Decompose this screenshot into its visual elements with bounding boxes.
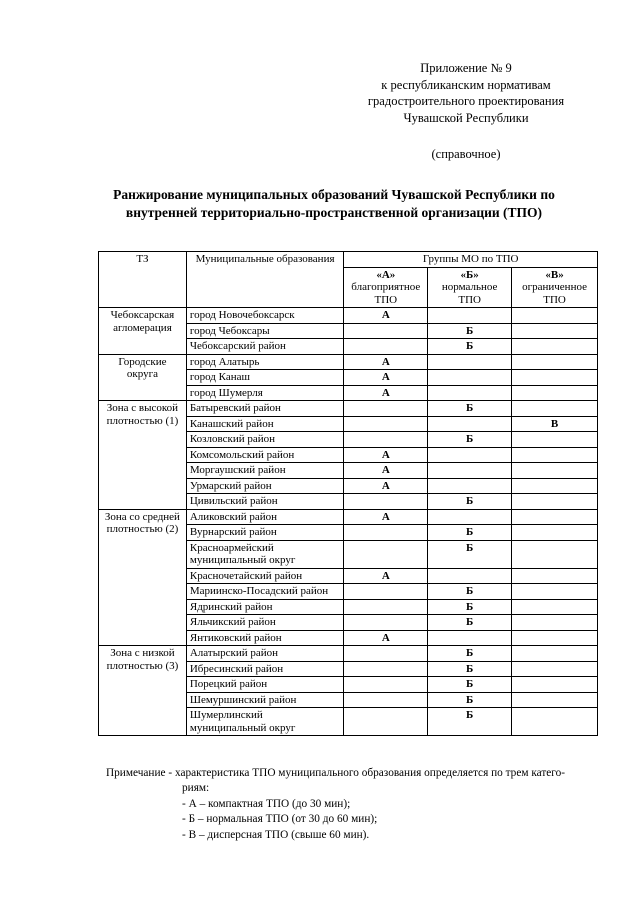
header-mo: Муниципальные образования xyxy=(186,252,343,308)
group-c-cell xyxy=(512,646,598,662)
group-b-cell xyxy=(428,478,512,494)
municipality-name: Козловский район xyxy=(186,432,343,448)
municipality-name: Урмарский район xyxy=(186,478,343,494)
municipality-name: Цивильский район xyxy=(186,494,343,510)
group-b-cell: Б xyxy=(428,661,512,677)
group-a-cell xyxy=(344,584,428,600)
group-c-cell xyxy=(512,401,598,417)
municipality-name: Комсомольский район xyxy=(186,447,343,463)
group-a-cell xyxy=(344,525,428,541)
group-a-cell: А xyxy=(344,478,428,494)
note-item-a: - А – компактная ТПО (до 30 мин); xyxy=(182,797,351,810)
group-b-cell: Б xyxy=(428,692,512,708)
group-b-cell xyxy=(428,463,512,479)
group-b-cell: Б xyxy=(428,599,512,615)
group-b-cell xyxy=(428,447,512,463)
group-b-cell: Б xyxy=(428,677,512,693)
group-a-cell: А xyxy=(344,568,428,584)
group-c-cell xyxy=(512,463,598,479)
group-a-cell xyxy=(344,323,428,339)
appendix-header xyxy=(346,60,586,163)
municipality-name: Мариинско-Посадский район xyxy=(186,584,343,600)
group-a-cell: А xyxy=(344,630,428,646)
zone-name: Городские округа xyxy=(99,354,187,401)
municipality-name: город Алатырь xyxy=(186,354,343,370)
group-a-cell xyxy=(344,615,428,631)
group-a-code: «А» xyxy=(376,268,396,281)
municipality-name: Янтиковский район xyxy=(186,630,343,646)
group-c-cell xyxy=(512,708,598,736)
group-c-cell xyxy=(512,615,598,631)
group-c-cell xyxy=(512,677,598,693)
table-row xyxy=(99,308,598,324)
table-row xyxy=(99,646,598,662)
title-line-1: Ранжирование муниципальных образований Чувашской Республики по xyxy=(113,187,555,202)
group-c-cell xyxy=(512,308,598,324)
header-group-a xyxy=(344,267,428,308)
group-a-cell: А xyxy=(344,447,428,463)
group-a-cell xyxy=(344,540,428,568)
group-b-cell xyxy=(428,370,512,386)
zone-name: Чебоксарская агломерация xyxy=(99,308,187,355)
municipality-name: Ядринский район xyxy=(186,599,343,615)
municipality-name: Шумерлинский муниципальный округ xyxy=(186,708,343,736)
group-c-cell xyxy=(512,540,598,568)
municipality-name: Ибресинский район xyxy=(186,661,343,677)
title-line-2: внутренней территориально-пространственной организации (ТПО) xyxy=(125,205,543,220)
group-a-cell xyxy=(344,708,428,736)
municipality-name: Алатырский район xyxy=(186,646,343,662)
group-c-cell xyxy=(512,494,598,510)
group-a-cell xyxy=(344,646,428,662)
group-b-cell xyxy=(428,630,512,646)
group-c-cell xyxy=(512,354,598,370)
group-b-cell xyxy=(428,354,512,370)
group-a-cell: А xyxy=(344,509,428,525)
group-a-cell xyxy=(344,692,428,708)
group-b-cell: Б xyxy=(428,339,512,355)
note-item-c: - В – дисперсная ТПО (свыше 60 мин). xyxy=(182,828,370,841)
note-lead: Примечание - характеристика ТПО муниципального образования определяется по трем катего- xyxy=(106,767,566,779)
zone-name: Зона со средней плотностью (2) xyxy=(99,509,187,646)
group-c-desc: ограниченное ТПО xyxy=(522,281,587,306)
group-c-cell xyxy=(512,432,598,448)
group-c-cell: В xyxy=(512,416,598,432)
municipality-name: Батыревский район xyxy=(186,401,343,417)
group-a-cell: А xyxy=(344,370,428,386)
header-group-c xyxy=(512,267,598,308)
group-b-cell: Б xyxy=(428,615,512,631)
group-a-cell xyxy=(344,416,428,432)
municipality-name: Моргаушский район xyxy=(186,463,343,479)
group-c-code: «В» xyxy=(545,268,564,281)
municipality-name: Вурнарский район xyxy=(186,525,343,541)
group-a-cell: А xyxy=(344,385,428,401)
group-a-cell: А xyxy=(344,463,428,479)
group-a-desc: благоприятное ТПО xyxy=(351,281,421,306)
municipality-name: Канашский район xyxy=(186,416,343,432)
group-b-cell: Б xyxy=(428,401,512,417)
group-b-cell xyxy=(428,568,512,584)
municipality-name: Красночетайский район xyxy=(186,568,343,584)
municipality-name: Чебоксарский район xyxy=(186,339,343,355)
group-c-cell xyxy=(512,630,598,646)
municipality-name: Шемуршинский район xyxy=(186,692,343,708)
group-b-cell xyxy=(428,509,512,525)
group-a-cell xyxy=(344,432,428,448)
group-c-cell xyxy=(512,661,598,677)
appendix-subtitle-3: Чувашской Республики xyxy=(403,110,529,125)
table-row xyxy=(99,354,598,370)
group-c-cell xyxy=(512,584,598,600)
group-c-cell xyxy=(512,323,598,339)
group-a-cell xyxy=(344,661,428,677)
group-b-cell xyxy=(428,308,512,324)
municipality-name: город Канаш xyxy=(186,370,343,386)
group-c-cell xyxy=(512,385,598,401)
group-c-cell xyxy=(512,509,598,525)
municipality-name: город Новочебоксарск xyxy=(186,308,343,324)
note-continuation: риям: xyxy=(182,782,210,795)
municipality-name: город Шумерля xyxy=(186,385,343,401)
appendix-subtitle-1: к республиканским нормативам xyxy=(381,77,551,92)
zone-name: Зона с высокой плотностью (1) xyxy=(99,401,187,510)
group-b-cell: Б xyxy=(428,525,512,541)
header-tz: ТЗ xyxy=(99,252,187,308)
municipality-name: Порецкий район xyxy=(186,677,343,693)
note-item-b: - Б – нормальная ТПО (от 30 до 60 мин); xyxy=(182,813,378,826)
table-row xyxy=(99,401,598,417)
group-c-cell xyxy=(512,568,598,584)
table-body xyxy=(99,308,598,736)
group-c-cell xyxy=(512,525,598,541)
group-c-cell xyxy=(512,599,598,615)
group-a-cell: А xyxy=(344,354,428,370)
group-a-cell xyxy=(344,339,428,355)
group-c-cell xyxy=(512,447,598,463)
appendix-subtitle-2: градостроительного проектирования xyxy=(367,94,565,109)
group-b-cell: Б xyxy=(428,708,512,736)
header-groups: Группы МО по ТПО xyxy=(344,252,598,268)
note-list xyxy=(182,781,606,843)
table-row xyxy=(99,509,598,525)
group-b-code: «Б» xyxy=(460,268,479,281)
municipality-name: Яльчикский район xyxy=(186,615,343,631)
group-b-cell xyxy=(428,385,512,401)
group-b-cell xyxy=(428,416,512,432)
note-block xyxy=(106,766,606,843)
group-a-cell xyxy=(344,494,428,510)
group-a-cell xyxy=(344,599,428,615)
group-b-cell: Б xyxy=(428,432,512,448)
municipality-name: Аликовский район xyxy=(186,509,343,525)
appendix-status: (справочное) xyxy=(431,147,501,162)
group-c-cell xyxy=(512,478,598,494)
municipality-name: город Чебоксары xyxy=(186,323,343,339)
document-title xyxy=(84,186,584,222)
group-b-cell: Б xyxy=(428,646,512,662)
group-b-desc: нормальное ТПО xyxy=(441,281,498,306)
group-a-cell: А xyxy=(344,308,428,324)
header-group-b xyxy=(428,267,512,308)
group-b-cell: Б xyxy=(428,540,512,568)
group-b-cell: Б xyxy=(428,584,512,600)
group-c-cell xyxy=(512,339,598,355)
group-a-cell xyxy=(344,677,428,693)
group-a-cell xyxy=(344,401,428,417)
group-c-cell xyxy=(512,692,598,708)
group-c-cell xyxy=(512,370,598,386)
ranking-table xyxy=(98,251,598,736)
municipality-name: Красноармейский муниципальный округ xyxy=(186,540,343,568)
appendix-number: Приложение № 9 xyxy=(420,61,512,75)
group-b-cell: Б xyxy=(428,494,512,510)
zone-name: Зона с низкой плотностью (3) xyxy=(99,646,187,736)
group-b-cell: Б xyxy=(428,323,512,339)
